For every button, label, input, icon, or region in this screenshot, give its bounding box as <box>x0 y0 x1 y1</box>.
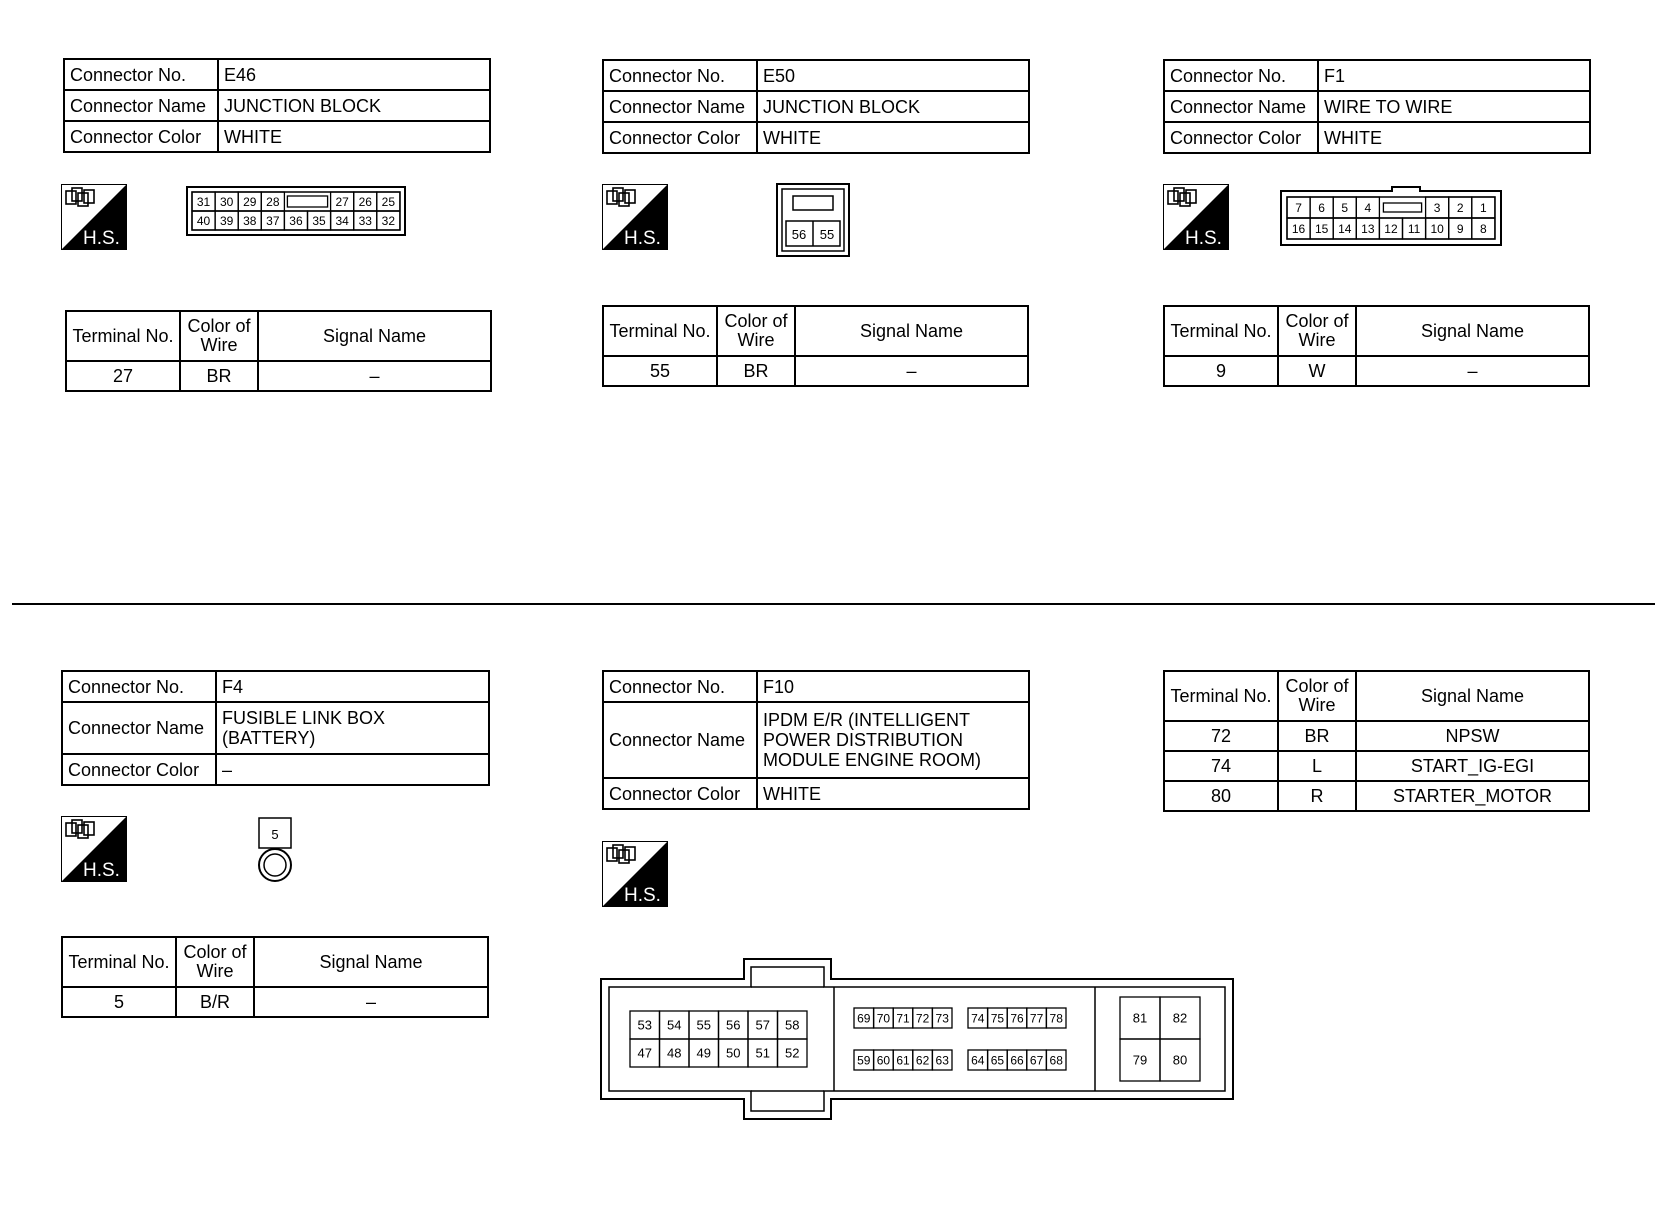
connector-color-label: Connector Color <box>64 121 218 152</box>
pin-label: 34 <box>335 213 349 228</box>
pin-label: 67 <box>1029 1053 1044 1068</box>
pin-label: 50 <box>726 1045 741 1061</box>
pin-label: 27 <box>335 194 349 209</box>
harness-side-icon <box>61 816 127 882</box>
connector-color-value: WHITE <box>1318 122 1590 153</box>
pin-label: 15 <box>1314 221 1329 236</box>
pin-label: 29 <box>243 194 257 209</box>
connector-name-label: Connector Name <box>62 702 216 754</box>
pin-label: 52 <box>785 1045 800 1061</box>
f1-connector-face <box>1280 182 1502 246</box>
pin-label: 82 <box>1172 1010 1188 1026</box>
svg-text:H.S.: H.S. <box>83 228 120 249</box>
pin-label: 64 <box>971 1053 985 1068</box>
connector-color-value: WHITE <box>757 778 1029 809</box>
pin-label: 51 <box>755 1045 770 1061</box>
signal-name: – <box>258 361 491 391</box>
wire-color: B/R <box>176 987 254 1017</box>
table-row <box>66 361 491 391</box>
connector-color-label: Connector Color <box>62 754 216 785</box>
connector-name-value: WIRE TO WIRE <box>1318 91 1590 122</box>
pin-label: 80 <box>1172 1052 1188 1068</box>
connector-no-value: F4 <box>216 671 489 702</box>
pin-label: 76 <box>1010 1011 1024 1026</box>
connector-no-value: F1 <box>1318 60 1590 91</box>
signal-name-header: Signal Name <box>1356 671 1589 721</box>
terminal-no: 80 <box>1164 781 1278 811</box>
pin-label: 40 <box>196 213 211 228</box>
wire-color: R <box>1278 781 1356 811</box>
f4-terminal-table <box>61 936 489 1018</box>
signal-name: START_IG-EGI <box>1356 751 1589 781</box>
pin-label: 11 <box>1407 221 1421 236</box>
pin-label: 1 <box>1480 200 1487 215</box>
signal-name: – <box>254 987 488 1017</box>
signal-name: – <box>1356 356 1589 386</box>
table-row <box>62 987 488 1017</box>
table-row <box>1164 721 1589 751</box>
connector-no-label: Connector No. <box>1164 60 1318 91</box>
pin-label: 39 <box>219 213 234 228</box>
pin-label: 60 <box>876 1053 891 1068</box>
pin-label: 25 <box>381 194 396 209</box>
f4-connector-face <box>256 817 294 883</box>
pin-label: 47 <box>637 1045 652 1061</box>
connector-color-label: Connector Color <box>603 122 757 153</box>
pin-label: 57 <box>755 1017 770 1033</box>
pin-label: 49 <box>696 1045 711 1061</box>
connector-name-label: Connector Name <box>1164 91 1318 122</box>
pin-label: 16 <box>1291 221 1306 236</box>
pin-label: 71 <box>896 1011 910 1026</box>
connector-color-label: Connector Color <box>603 778 757 809</box>
connector-no-label: Connector No. <box>603 671 757 702</box>
wire-color: BR <box>717 356 795 386</box>
pin-label: 28 <box>266 194 280 209</box>
table-row <box>1164 751 1589 781</box>
pin-label: 69 <box>857 1011 871 1026</box>
terminal-no: 27 <box>66 361 180 391</box>
pin-label: 9 <box>1456 221 1464 236</box>
wire-color-header: Color of Wire <box>176 937 254 987</box>
signal-name-header: Signal Name <box>795 306 1028 356</box>
wire-color: BR <box>180 361 258 391</box>
wire-color: L <box>1278 751 1356 781</box>
pin-label: 48 <box>667 1045 682 1061</box>
terminal-no-header: Terminal No. <box>62 937 176 987</box>
terminal-no: 72 <box>1164 721 1278 751</box>
f10-connector-info <box>602 670 1030 810</box>
terminal-no-header: Terminal No. <box>1164 671 1278 721</box>
pin-label: 33 <box>358 213 372 228</box>
connector-name-value: JUNCTION BLOCK <box>218 90 490 121</box>
pin-label: 3 <box>1433 200 1441 215</box>
terminal-no-header: Terminal No. <box>1164 306 1278 356</box>
f1-terminal-table <box>1163 305 1590 387</box>
e46-connector-face <box>186 186 406 236</box>
wire-color-header: Color of Wire <box>1278 671 1356 721</box>
connector-no-label: Connector No. <box>64 59 218 90</box>
connector-name-label: Connector Name <box>603 91 757 122</box>
connector-name-label: Connector Name <box>64 90 218 121</box>
connector-color-label: Connector Color <box>1164 122 1318 153</box>
terminal-no-header: Terminal No. <box>66 311 180 361</box>
pin-label: 30 <box>219 194 234 209</box>
svg-text:H.S.: H.S. <box>624 885 661 906</box>
pin-label: 14 <box>1338 221 1352 236</box>
table-row <box>1164 781 1589 811</box>
pin-label: 55 <box>819 227 835 242</box>
harness-side-icon <box>61 184 127 250</box>
pin-label: 6 <box>1318 200 1325 215</box>
signal-name: NPSW <box>1356 721 1589 751</box>
f10-connector-face <box>600 958 1234 1120</box>
signal-name-header: Signal Name <box>258 311 491 361</box>
pin-label: 13 <box>1361 221 1375 236</box>
connector-name-value: JUNCTION BLOCK <box>757 91 1029 122</box>
pin-label: 63 <box>935 1053 949 1068</box>
svg-text:H.S.: H.S. <box>83 860 120 881</box>
connector-color-value: WHITE <box>218 121 490 152</box>
terminal-no: 5 <box>62 987 176 1017</box>
terminal-no-header: Terminal No. <box>603 306 717 356</box>
signal-name-header: Signal Name <box>254 937 488 987</box>
table-row <box>603 356 1028 386</box>
pin-label: 5 <box>271 827 279 842</box>
connector-name-value: IPDM E/R (INTELLIGENT POWER DISTRIBUTION MODULE ENGINE ROOM) <box>757 702 1029 778</box>
pin-label: 32 <box>381 213 396 228</box>
signal-name: STARTER_MOTOR <box>1356 781 1589 811</box>
pin-label: 65 <box>990 1053 1005 1068</box>
terminal-no: 74 <box>1164 751 1278 781</box>
connector-color-value: – <box>216 754 489 785</box>
pin-label: 56 <box>726 1017 741 1033</box>
pin-label: 2 <box>1456 200 1464 215</box>
wire-color: W <box>1278 356 1356 386</box>
pin-label: 56 <box>791 227 807 242</box>
e46-terminal-table <box>65 310 492 392</box>
e50-connector-face <box>776 183 850 257</box>
signal-name: – <box>795 356 1028 386</box>
pin-label: 78 <box>1049 1011 1063 1026</box>
pin-label: 10 <box>1430 221 1444 236</box>
signal-name-header: Signal Name <box>1356 306 1589 356</box>
pin-label: 81 <box>1132 1010 1148 1026</box>
e50-connector-info <box>602 59 1030 154</box>
connector-no-value: F10 <box>757 671 1029 702</box>
pin-label: 35 <box>312 213 326 228</box>
pin-label: 4 <box>1364 200 1372 215</box>
latch-slot <box>1383 203 1421 212</box>
pin-label: 26 <box>358 194 372 209</box>
connector-no-value: E50 <box>757 60 1029 91</box>
table-row <box>1164 356 1589 386</box>
harness-side-icon <box>602 841 668 907</box>
pin-label: 7 <box>1295 200 1302 215</box>
pin-label: 79 <box>1132 1052 1148 1068</box>
latch-slot <box>287 196 327 207</box>
harness-side-icon <box>602 184 668 250</box>
pin-label: 38 <box>243 213 257 228</box>
wire-color-header: Color of Wire <box>180 311 258 361</box>
pin-label: 54 <box>667 1017 682 1033</box>
f1-connector-info <box>1163 59 1591 154</box>
section-divider <box>12 603 1655 605</box>
pin-label: 62 <box>915 1053 930 1068</box>
pin-label: 36 <box>289 213 303 228</box>
pin-label: 70 <box>876 1011 891 1026</box>
connector-name-label: Connector Name <box>603 702 757 778</box>
connector-color-value: WHITE <box>757 122 1029 153</box>
wire-color-header: Color of Wire <box>717 306 795 356</box>
pin-label: 77 <box>1029 1011 1044 1026</box>
connector-no-value: E46 <box>218 59 490 90</box>
terminal-no: 55 <box>603 356 717 386</box>
connector-no-label: Connector No. <box>62 671 216 702</box>
pin-label: 5 <box>1341 200 1349 215</box>
wire-color: BR <box>1278 721 1356 751</box>
e50-terminal-table <box>602 305 1029 387</box>
wire-color-header: Color of Wire <box>1278 306 1356 356</box>
pin-label: 72 <box>915 1011 930 1026</box>
pin-label: 66 <box>1010 1053 1024 1068</box>
pin-label: 59 <box>857 1053 871 1068</box>
pin-label: 12 <box>1384 221 1398 236</box>
pin-label: 37 <box>266 213 280 228</box>
pin-label: 75 <box>990 1011 1005 1026</box>
pin-label: 31 <box>196 194 211 209</box>
connector-name-value: FUSIBLE LINK BOX (BATTERY) <box>216 702 489 754</box>
pin-label: 53 <box>637 1017 652 1033</box>
pin-label: 74 <box>971 1011 985 1026</box>
pin-label: 68 <box>1049 1053 1063 1068</box>
terminal-no: 9 <box>1164 356 1278 386</box>
e46-connector-info <box>63 58 491 153</box>
pin-label: 55 <box>696 1017 711 1033</box>
svg-text:H.S.: H.S. <box>1185 228 1222 249</box>
f10-terminal-table <box>1163 670 1590 812</box>
svg-text:H.S.: H.S. <box>624 228 661 249</box>
pin-label: 73 <box>935 1011 949 1026</box>
pin-label: 8 <box>1480 221 1487 236</box>
pin-label: 61 <box>896 1053 910 1068</box>
pin-label: 58 <box>785 1017 800 1033</box>
harness-side-icon <box>1163 184 1229 250</box>
connector-no-label: Connector No. <box>603 60 757 91</box>
f4-connector-info <box>61 670 490 786</box>
